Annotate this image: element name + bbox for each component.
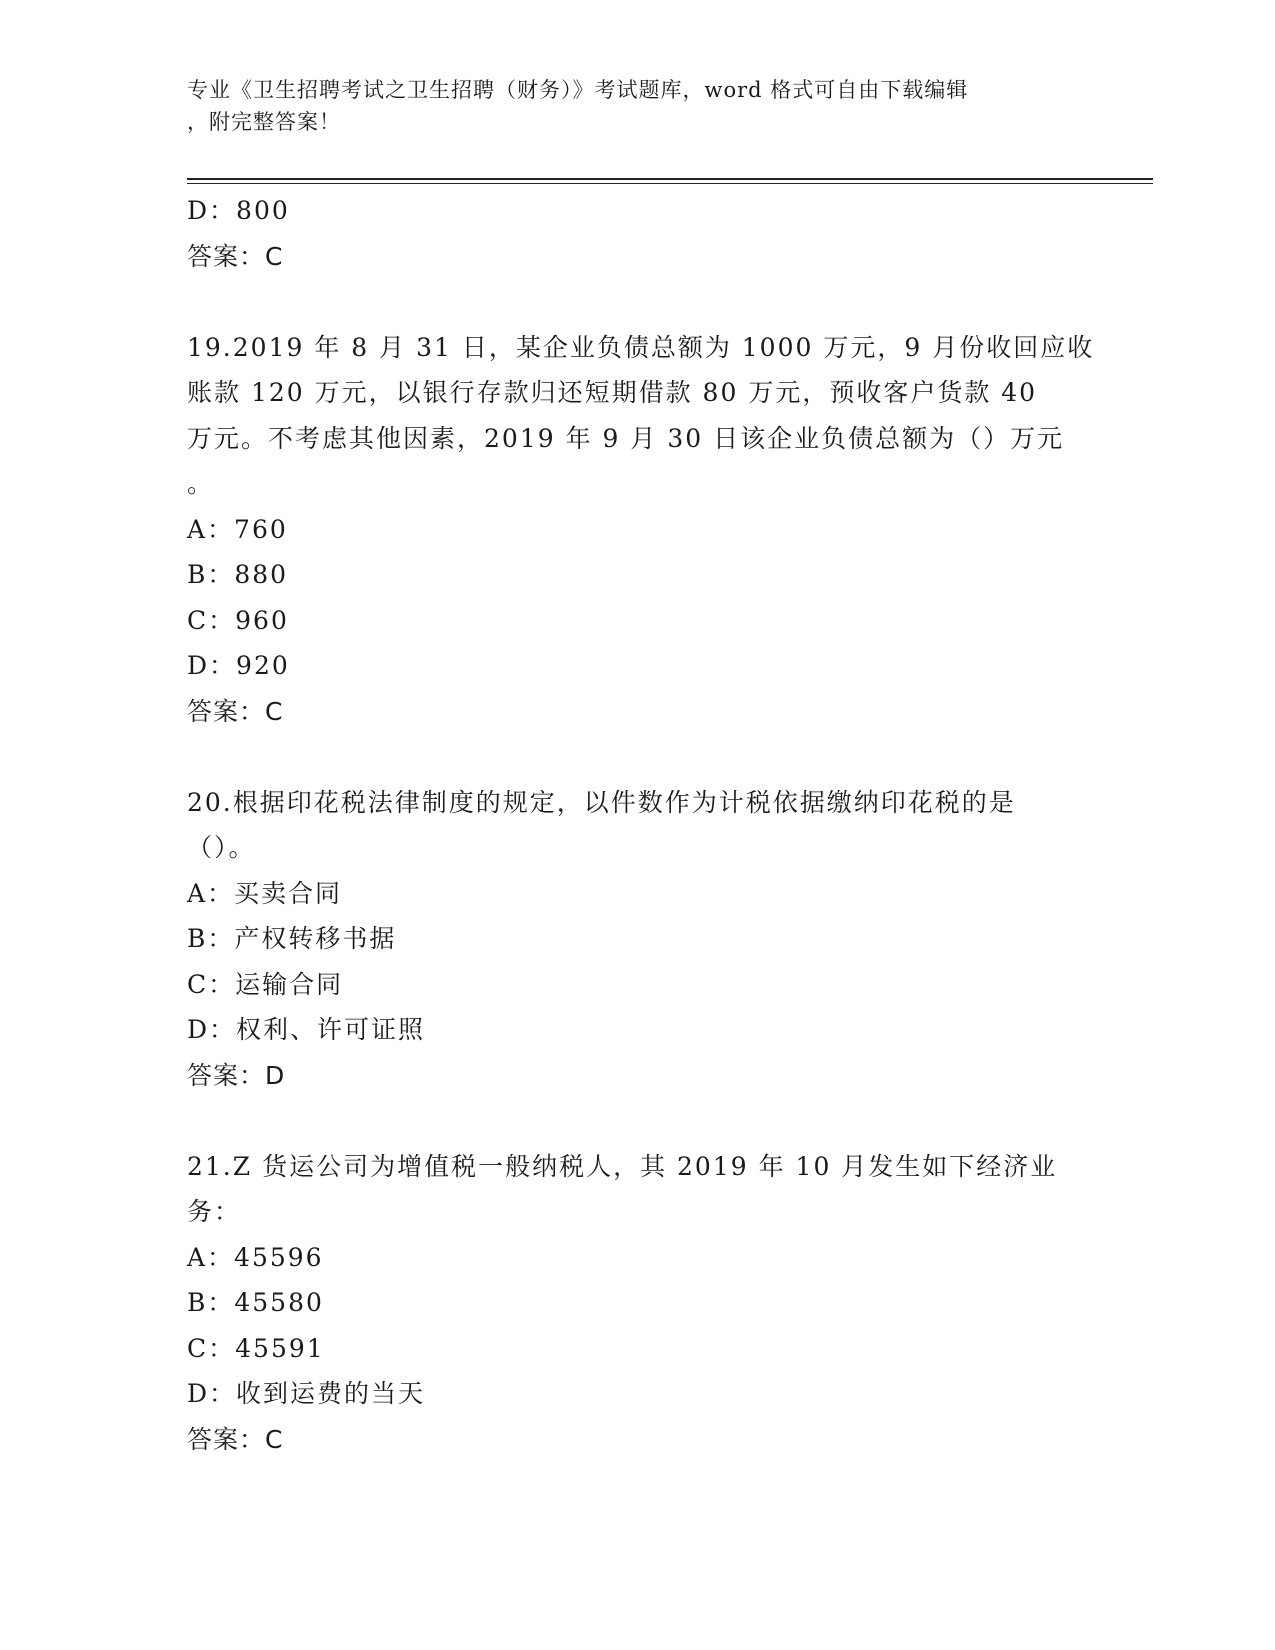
header-divider <box>187 178 1153 180</box>
option-c: C：运输合同 <box>187 969 344 999</box>
option-b: B：45580 <box>187 1288 324 1317</box>
option-c: C：960 <box>187 605 289 635</box>
answer: 答案：C <box>187 696 284 726</box>
question-content <box>187 188 1095 1462</box>
page-header <box>187 74 1067 138</box>
option-d: D：权利、许可证照 <box>187 1015 426 1044</box>
option-d: D：920 <box>187 651 290 680</box>
question-stem-line: 。 <box>187 469 215 498</box>
prev-option-d: D：800 <box>187 196 290 225</box>
question-stem-line: 万元。不考虑其他因素，2019 年 9 月 30 日该企业负债总额为（）万元 <box>187 423 1065 453</box>
option-a: A：760 <box>187 514 288 544</box>
question-stem-line: （）。 <box>187 833 256 862</box>
option-d: D：收到运费的当天 <box>187 1379 426 1408</box>
option-b: B：产权转移书据 <box>187 924 397 953</box>
question-stem-line: 19.2019 年 8 月 31 日，某企业负债总额为 1000 万元，9 月份收回应收 <box>187 332 1095 362</box>
spacer <box>187 1098 1087 1144</box>
answer: 答案：C <box>187 1424 284 1454</box>
header-divider-thin <box>187 183 1153 184</box>
question-stem-line: 务： <box>187 1197 242 1226</box>
spacer <box>187 279 1087 325</box>
question-stem-line: 20.根据印花税法律制度的规定，以件数作为计税依据缴纳印花税的是 <box>187 787 1016 817</box>
option-c: C：45591 <box>187 1333 325 1363</box>
question-stem-line: 账款 120 万元，以银行存款归还短期借款 80 万元，预收客户货款 40 <box>187 378 1038 407</box>
header-title-line-2: ，附完整答案！ <box>187 110 341 134</box>
prev-answer: 答案：C <box>187 241 284 271</box>
question-19 <box>187 325 1095 735</box>
option-b: B：880 <box>187 560 289 589</box>
spacer <box>187 734 1087 780</box>
answer: 答案：D <box>187 1060 286 1090</box>
question-stem-line: 21.Z 货运公司为增值税一般纳税人，其 2019 年 10 月发生如下经济业 <box>187 1151 1058 1181</box>
question-21 <box>187 1144 1087 1463</box>
option-a: A：45596 <box>187 1242 324 1272</box>
question-20 <box>187 780 1087 1099</box>
option-a: A：买卖合同 <box>187 878 343 908</box>
header-title-line-1: 专业《卫生招聘考试之卫生招聘（财务）》考试题库，word 格式可自由下载编辑 <box>187 78 969 102</box>
